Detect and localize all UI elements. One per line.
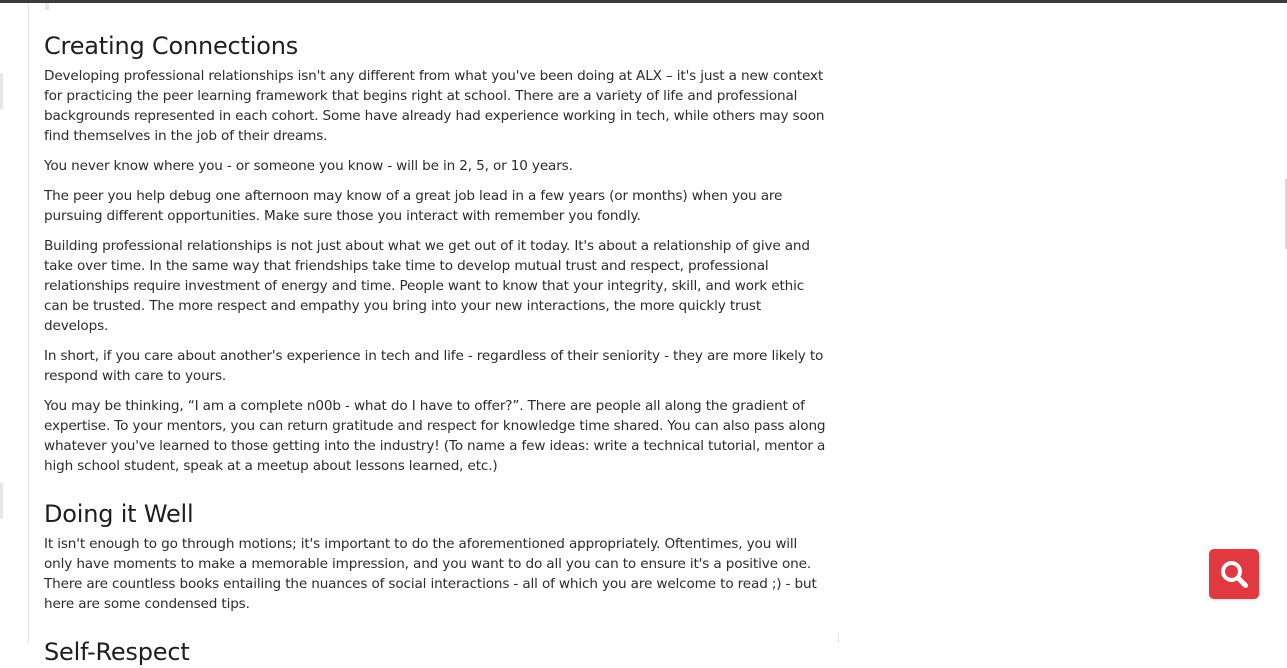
paragraph: It isn't enough to go through motions; it's important to do the aforementioned appropriately. Oftentimes, you will only have moments to make a memorable impression, and you want to do all you can to ensure it's a positive one. There are countless books entailing the nuances of social interactions - all of which you are welcome to read ;) - but here are some condensed tips. <box>44 536 817 612</box>
paragraph: In short, if you care about another's experience in tech and life - regardless of their seniority - they are more likely to respond with care to yours. <box>44 348 824 384</box>
right-panel <box>838 3 1287 632</box>
search-icon <box>1219 559 1249 589</box>
left-gutter <box>0 3 28 632</box>
section-heading-self-respect: Self-Respect <box>44 638 190 666</box>
paragraph: The peer you help debug one afternoon may know of a great job lead in a few years (or months) when you are pursuing different opportunities. Make sure those you interact with remember you fondly. <box>44 188 783 224</box>
paragraph: You never know where you - or someone you know - will be in 2, 5, or 10 years. <box>44 158 573 174</box>
section-heading-creating-connections: Creating Connections <box>44 32 299 60</box>
paragraph: Developing professional relationships isn't any different from what you've been doing at ALX – it's just a new context for practicing the peer learning framework that begins right at school. There are a variety of life and professional backgrounds represented in each cohort. Some have already had experience working in tech, while others may soon find themselves in the job of their dreams. <box>44 68 825 144</box>
paragraph: Building professional relationships is not just about what we get out of it today. It's about a relationship of give and take over time. In the same way that friendships take time to develop mutual trust and respect, professional relationships require investment of energy and time. People want to know that your integrity, skill, and work ethic can be trusted. The more respect and empathy you bring into your new interactions, the more quickly trust develops. <box>44 238 810 334</box>
article <box>44 3 826 668</box>
section-heading-doing-it-well: Doing it Well <box>44 500 194 528</box>
content-panel[interactable] <box>28 3 839 666</box>
search-button[interactable] <box>1209 549 1259 599</box>
paragraph: You may be thinking, “I am a complete n00b - what do I have to offer?”. There are people all along the gradient of expertise. To your mentors, you can return gratitude and respect for knowledge time shared. You can also pass along whatever you've learned to those getting into the industry! (To name a few ideas: write a technical tutorial, mentor a high school student, speak at a meetup about lessons learned, etc.) <box>44 398 826 474</box>
gutter-marker <box>0 483 3 519</box>
gutter-marker <box>0 73 3 109</box>
